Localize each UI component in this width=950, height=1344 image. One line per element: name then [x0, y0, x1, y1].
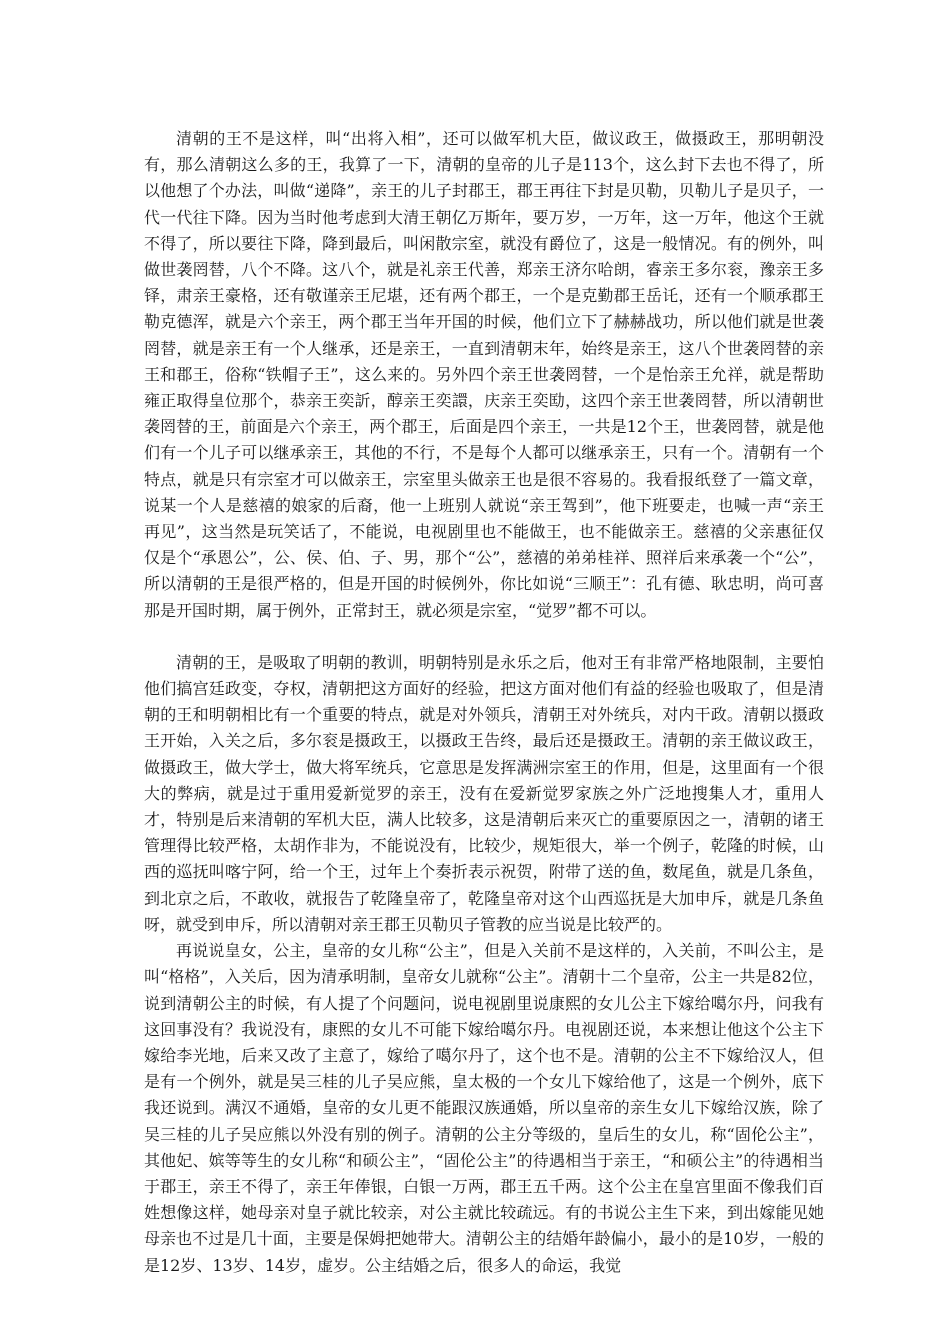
paragraph-ming-lessons: 清朝的王，是吸取了明朝的教训，明朝特别是永乐之后，他对王有非常严格地限制，主要怕他们搞宫廷政变，夺权，清朝把这方面好的经验，把这方面对他们有益的经验也吸取了，但是清朝的王和明朝相比有一个重要的特点，就是对外领兵，清朝王对外统兵，对内干政。清朝以摄政王开始，入关之后，多尔衮是摄政王，以摄政王告终，最后还是摄政王。清朝的亲王做议政王，做摄政王，做大学士，做大将军统兵，它意思是发挥满洲宗室王的作用，但是，这里面有一个很大的弊病，就是过于重用爱新觉罗的亲王，没有在爱新觉罗家族之外广泛地搜集人才，重用人才，特别是后来清朝的军机大臣，满人比较多，这是清朝后来灭亡的重要原因之一，清朝的诸王管理得比较严格，太胡作非为，不能说没有，比较少，规矩很大，举一个例子，乾隆的时候，山西的巡抚叫喀宁阿，给一个王，过年上个奏折表示祝贺，附带了送的鱼，数尾鱼，就是几条鱼，到北京之后，不敢收，就报告了乾隆皇帝了，乾隆皇帝对这个山西巡抚是大加申斥，就是几条鱼呀，就受到申斥，所以清朝对亲王郡王贝勒贝子管教的应当说是比较严的。	[144, 652, 824, 934]
body-text	[144, 126, 824, 1279]
paragraph-princesses: 再说说皇女，公主，皇帝的女儿称“公主”，但是入关前不是这样的，入关前，不叫公主，是叫“格格”，入关后，因为清承明制，皇帝女儿就称“公主”。清朝十二个皇帝，公主一共是82位，说到清朝公主的时候，有人提了个问题问，说电视剧里说康熙的女儿公主下嫁给噶尔丹，问我有这回事没有？我说没有，康熙的女儿不可能下嫁给噶尔丹。电视剧还说，本来想让他这个公主下嫁给李光地，后来又改了主意了，嫁给了噶尔丹了，这个也不是。清朝的公主不下嫁给汉人，但是有一个例外，就是吴三桂的儿子吴应熊，皇太极的一个女儿下嫁给他了，这是一个例外，底下我还说到。满汉不通婚，皇帝的女儿更不能跟汉族通婚，所以皇帝的亲生女儿下嫁给汉族，除了吴三桂的儿子吴应熊以外没有别的例子。清朝的公主分等级的，皇后生的女儿，称“固伦公主”，其他妃、嫔等等生的女儿称“和硕公主”，“固伦公主”的待遇相当于亲王，“和硕公主”的待遇相当于郡王，亲王不得了，亲王年俸银，白银一万两，郡王五千两。这个公主在皇宫里面不像我们百姓想像这样，她母亲对皇子就比较亲，对公主就比较疏远。有的书说公主生下来，到出嫁能见她母亲也不过是几十面，主要是保姆把她带大。清朝公主的结婚年龄偏小，最小的是10岁，一般的是12岁、13岁、14岁，虚岁。公主结婚之后，很多人的命运，我觉	[144, 941, 824, 1275]
paragraph-gap	[144, 624, 824, 650]
paragraph-qing-princes: 清朝的王不是这样，叫“出将入相”，还可以做军机大臣，做议政王，做摄政王，那明朝没有，那么清朝这么多的王，我算了一下，清朝的皇帝的儿子是113个，这么封下去也不得了，所以他想了个办法，叫做“递降”，亲王的儿子封郡王，郡王再往下封是贝勒，贝勒儿子是贝子，一代一代往下降。因为当时他考虑到大清王朝亿万斯年，要万岁，一万年，这一万年，他这个王就不得了，所以要往下降，降到最后，叫闲散宗室，就没有爵位了，这是一般情况。有的例外，叫做世袭罔替，八个不降。这八个，就是礼亲王代善，郑亲王济尔哈朗，睿亲王多尔衮，豫亲王多铎，肃亲王豪格，还有敬谨亲王尼堪，还有两个郡王，一个是克勤郡王岳讬，还有一个顺承郡王勒克德浑，就是六个亲王，两个郡王当年开国的时候，他们立下了赫赫战功，所以他们就是世袭罔替，就是亲王有一个人继承，还是亲王，一直到清朝末年，始终是亲王，这八个世袭罔替的亲王和郡王，俗称“铁帽子王”，这么来的。另外四个亲王世袭罔替，一个是怡亲王允祥，就是帮助雍正取得皇位那个，恭亲王奕訢，醇亲王奕譞，庆亲王奕劻，这四个亲王世袭罔替，所以清朝世袭罔替的王，前面是六个亲王，两个郡王，后面是四个亲王，一共是12个王，世袭罔替，就是他们有一个儿子可以继承亲王，其他的不行，不是每个人都可以继承亲王，只有一个。清朝有一个特点，就是只有宗室才可以做亲王，宗室里头做亲王也是很不容易的。我看报纸登了一篇文章，说某一个人是慈禧的娘家的后裔，他一上班别人就说“亲王驾到”，他下班要走，也喊一声“亲王再见”，这当然是玩笑话了，不能说，电视剧里也不能做王，也不能做亲王。慈禧的父亲惠征仅仅是个“承恩公”，公、侯、伯、子、男，那个“公”，慈禧的弟弟桂祥、照祥后来承袭一个“公”，所以清朝的王是很严格的，但是开国的时候例外，你比如说“三顺王”：孔有德、耿忠明，尚可喜那是开国时期，属于例外，正常封王，就必须是宗室，“觉罗”都不可以。	[144, 129, 824, 620]
